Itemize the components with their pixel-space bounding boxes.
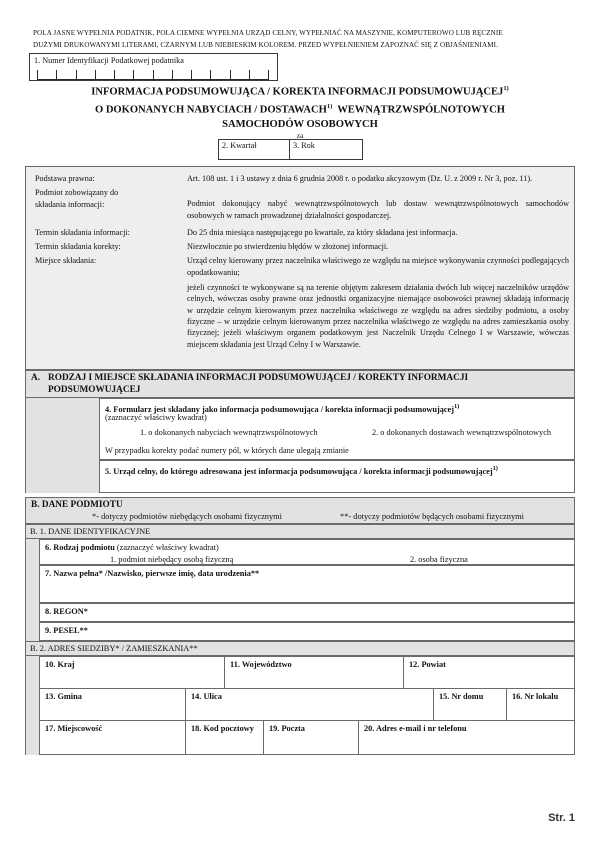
field-9-label: 9. PESEL**: [45, 626, 88, 635]
page-number: Str. 1: [548, 812, 575, 824]
field-15-label: 15. Nr domu: [439, 692, 484, 701]
legal-desc-continued: jeżeli czynności te wykonywane są na terenie objętym zakresem działania dwóch lub więcej naczelników urzędów celnych, wówczas osoby prawne oraz jednostki organizacyjne niemające osobowości prawnej składają informację w urzędzie celnym kierowanym przez naczelnika właściwego ze względu na adres siedziby podmiotu, a osoby fizyczne – w urzędzie celnym kierowanym przez naczelnika właściwego ze względu na adres zamieszkania osoby fizycznej; jeżeli właściwym organem podatkowym jest Naczelnik Urzędu Celnego I w Warszawie, wówczas miejscem składania jest Urząd Celny I w Warszawie.: [187, 283, 569, 349]
field-16-container[interactable]: [506, 688, 575, 721]
period-za-label: za: [296, 131, 304, 140]
instruction-line-1: POLA JASNE WYPEŁNIA PODATNIK, POLA CIEMNE WYPEŁNIA URZĄD CELNY, WYPEŁNIAĆ NA MASZYNIE, KOMPUTEROWO LUB RĘCZNIE: [33, 29, 503, 37]
field-7-label: 7. Nazwa pełna* /Nazwisko, pierwsze imię, data urodzenia**: [45, 569, 260, 578]
legal-row-podmiot-zobowiazany: [35, 187, 569, 221]
field-13-container[interactable]: [39, 688, 186, 721]
legal-term: [35, 187, 183, 210]
section-a-heading-line-2: PODSUMOWUJĄCEJ: [48, 385, 141, 396]
field-17-container[interactable]: [39, 720, 186, 755]
nip-label: 1. Numer Identyfikacji Podatkowej podatnika: [34, 56, 184, 65]
nip-cell[interactable]: [133, 70, 152, 80]
field-5-label-text: 5. Urząd celny, do którego adresowana jest informacja podsumowująca / korekta informacji podsumowującej: [105, 466, 493, 476]
field-6-option-2[interactable]: 2. osoba fizyczna: [410, 555, 468, 564]
legal-term: Miejsce składania:: [35, 256, 97, 266]
nip-cell[interactable]: [37, 70, 56, 80]
legal-term: Termin składania korekty:: [35, 242, 121, 252]
field-14-container[interactable]: [185, 688, 434, 721]
section-b2-left-strip: [25, 656, 40, 755]
field-18-container[interactable]: [185, 720, 264, 755]
field-6-option-1[interactable]: 1. podmiot niebędący osobą fizyczną: [110, 555, 234, 564]
form-title-footnote-2: 1): [326, 103, 333, 111]
legal-term-line-1: Podmiot zobowiązany do: [35, 188, 119, 198]
field-17-label: 17. Miejscowość: [45, 724, 103, 733]
section-b1-heading: B. 1. DANE IDENTYFIKACYJNE: [30, 527, 151, 536]
form-title-line-1: INFORMACJA PODSUMOWUJĄCA / KOREKTA INFORMACJI PODSUMOWUJĄCEJ: [91, 86, 504, 98]
legal-term-line-2: składania informacji:: [35, 199, 105, 209]
legal-desc: Art. 108 ust. 1 i 3 ustawy z dnia 6 grudnia 2008 r. o podatku akcyzowym (Dz. U. z 2009 r. Nr 3, poz. 11).: [187, 174, 533, 183]
section-b1-left-strip: [25, 539, 40, 641]
form-title: [25, 82, 575, 133]
section-a-left-strip: [25, 398, 100, 493]
legal-basis-block: [25, 166, 575, 370]
field-4-option-1[interactable]: 1. o dokonanych nabyciach wewnątrzwspólnotowych: [140, 428, 318, 437]
nip-cell[interactable]: [210, 70, 229, 80]
quarter-label: 2. Kwartał: [222, 141, 257, 150]
form-title-line-3: SAMOCHODÓW OSOBOWYCH: [222, 119, 378, 131]
field-19-label: 19. Poczta: [269, 724, 305, 733]
field-5-footnote: 1): [492, 465, 498, 472]
field-8-container[interactable]: [39, 603, 575, 622]
field-8-label: 8. REGON*: [45, 607, 88, 616]
section-b-footnote-double: **- dotyczy podmiotów będących osobami fizycznymi: [340, 512, 524, 521]
nip-cell[interactable]: [249, 70, 269, 80]
field-5-label: [105, 463, 571, 477]
legal-row-podstawa-prawna: [35, 173, 569, 184]
field-20-label: 20. Adres e-mail i nr telefonu: [364, 724, 467, 733]
year-field[interactable]: [290, 140, 362, 159]
section-b2-heading: B. 2. ADRES SIEDZIBY* / ZAMIESZKANIA**: [30, 644, 198, 653]
field-13-label: 13. Gmina: [45, 692, 82, 701]
legal-desc: Podmiot dokonujący nabyć wewnątrzwspólnotowych lub dostaw wewnątrzwspólnotowych samochodów osobowych w ramach prowadzonej działalności gospodarczej.: [187, 199, 569, 220]
year-label: 3. Rok: [293, 141, 315, 150]
nip-cell[interactable]: [95, 70, 114, 80]
field-18-label: 18. Kod pocztowy: [191, 724, 254, 733]
legal-row-miejsce-skladania: [35, 255, 569, 349]
form-title-footnote-1: 1): [503, 85, 509, 92]
nip-cell[interactable]: [114, 70, 133, 80]
nip-cell[interactable]: [191, 70, 210, 80]
field-12-container[interactable]: [403, 656, 575, 689]
field-19-container[interactable]: [263, 720, 359, 755]
nip-field-box[interactable]: [29, 53, 278, 81]
field-6-hint: (zaznaczyć właściwy kwadrat): [116, 543, 219, 552]
field-6-label: [45, 542, 219, 553]
legal-row-termin-skladania-korekty: [35, 241, 569, 252]
field-10-container[interactable]: [39, 656, 225, 689]
legal-desc: Niezwłocznie po stwierdzeniu błędów w złożonej informacji.: [187, 242, 389, 252]
legal-desc: Do 25 dnia miesiąca następującego po kwartale, za który składana jest informacja.: [187, 227, 458, 237]
field-4-container[interactable]: [99, 398, 575, 460]
field-6-label-text: 6. Rodzaj podmiotu: [45, 543, 115, 552]
section-b-heading: B. DANE PODMIOTU: [31, 500, 123, 510]
form-instructions: [33, 28, 573, 51]
legal-row-termin-skladania-informacji: [35, 227, 569, 238]
field-6-container[interactable]: [39, 539, 575, 565]
field-4-option-2[interactable]: 2. o dokonanych dostawach wewnątrzwspólnotowych: [372, 428, 552, 437]
period-table[interactable]: [218, 139, 363, 160]
field-7-container[interactable]: [39, 565, 575, 603]
field-12-label: 12. Powiat: [409, 660, 446, 669]
field-10-label: 10. Kraj: [45, 660, 75, 669]
legal-desc: Urząd celny kierowany przez naczelnika właściwego ze względu na miejsce wykonywania czynności podlegających opodatkowaniu;: [187, 256, 569, 277]
field-14-label: 14. Ulica: [191, 692, 222, 701]
field-5-container[interactable]: [99, 460, 575, 493]
nip-cell[interactable]: [230, 70, 249, 80]
quarter-field[interactable]: [219, 140, 290, 159]
instruction-line-2: DUŻYMI DRUKOWANYMI LITERAMI, CZARNYM LUB NIEBIESKIM KOLOREM. PRZED WYPEŁNIENIEM ZAPOZNAĆ SIĘ Z OBJAŚNIENIAMI.: [33, 40, 498, 49]
section-a-letter: A.: [31, 373, 41, 383]
form-title-line-2a: O DOKONANYCH NABYCIACH / DOSTAWACH: [95, 104, 327, 116]
nip-input-cells[interactable]: [37, 70, 269, 79]
legal-term: Termin składania informacji:: [35, 227, 130, 237]
nip-cell[interactable]: [153, 70, 172, 80]
field-4-hint: (zaznaczyć właściwy kwadrat): [105, 413, 207, 422]
legal-term: Podstawa prawna:: [35, 174, 95, 183]
field-11-container[interactable]: [224, 656, 404, 689]
field-15-container[interactable]: [433, 688, 507, 721]
section-b-footnote-single: *- dotyczy podmiotów niebędących osobami fizycznymi: [92, 512, 283, 521]
nip-cell[interactable]: [56, 70, 75, 80]
field-20-container[interactable]: [358, 720, 575, 755]
section-a-heading-line-1: RODZAJ I MIEJSCE SKŁADANIA INFORMACJI PODSUMOWUJĄCEJ / KOREKTY INFORMACJI: [48, 373, 469, 383]
field-4-footnote: 1): [454, 403, 460, 410]
field-11-label: 11. Województwo: [230, 660, 292, 669]
section-a-heading: [48, 372, 572, 397]
field-16-label: 16. Nr lokalu: [512, 692, 559, 701]
field-9-container[interactable]: [39, 622, 575, 641]
nip-cell[interactable]: [172, 70, 191, 80]
nip-cell[interactable]: [76, 70, 95, 80]
field-4-correction-note: W przypadku korekty podać numery pól, w których dane ulegają zmianie: [105, 446, 349, 455]
form-title-line-2b: WEWNĄTRZWSPÓLNOTOWYCH: [337, 104, 505, 116]
field-4-label-text: 4. Formularz jest składany jako informacja podsumowująca / korekta informacji podsumowującej: [105, 404, 454, 414]
